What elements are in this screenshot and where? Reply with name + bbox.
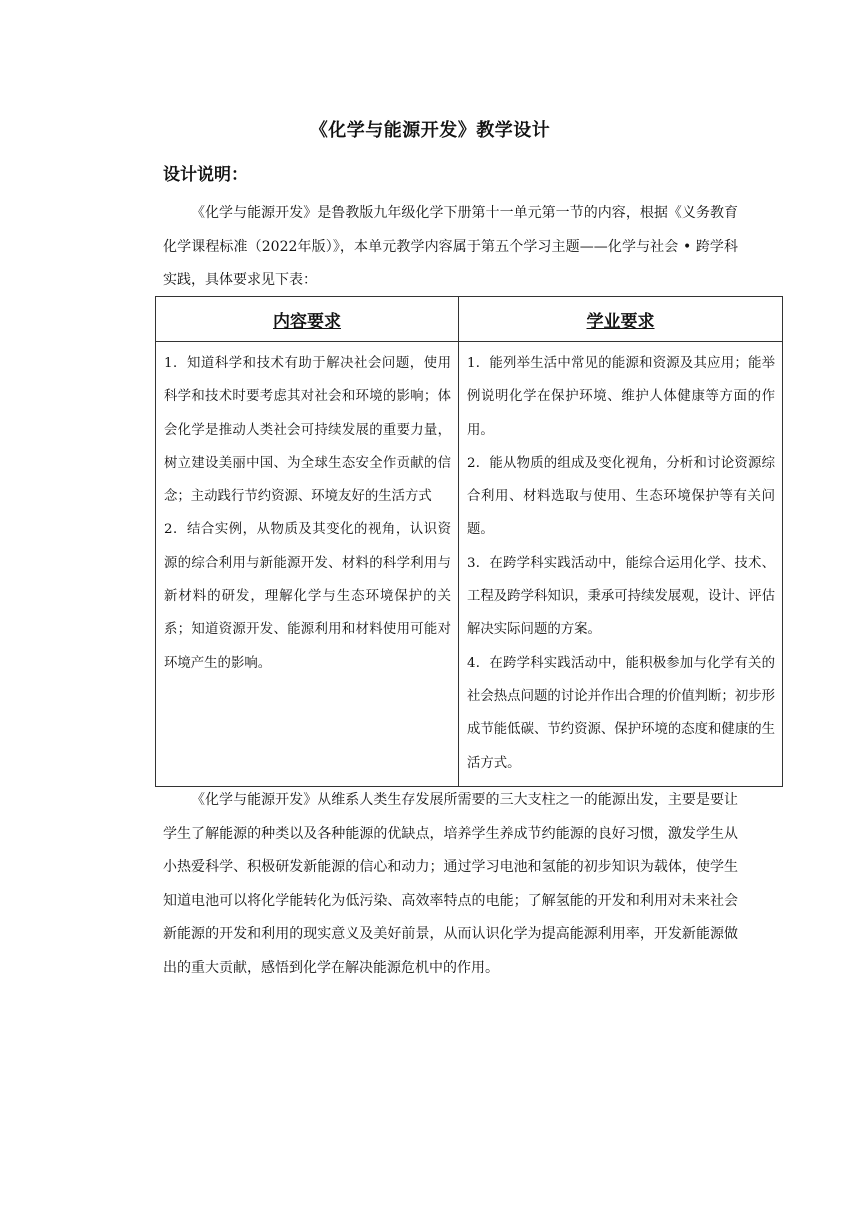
content-requirement-item: 2．结合实例，从物质及其变化的视角，认识资源的综合利用与新能源开发、材料的科学利用与新材料的研发，理解化学与生态环境保护的关系；知道资源开发、能源利用和材料使用可能对环境产生的影响。	[164, 522, 451, 671]
academic-requirement-item: 2．能从物质的组成及变化视角，分析和讨论资源综合利用、材料选取与使用、生态环境保护等有关问题。	[467, 455, 775, 538]
document-title: 《化学与能源开发》教学设计	[309, 120, 551, 141]
header-content-requirements: 内容要求	[156, 297, 459, 342]
requirements-table	[155, 296, 783, 787]
academic-requirements-cell	[459, 342, 783, 787]
academic-requirement-item: 1．能列举生活中常见的能源和资源及其应用；能举例说明化学在保护环境、维护人体健康等方面的作用。	[467, 356, 775, 438]
content-requirements-cell	[156, 342, 459, 787]
academic-requirement-item: 4．在跨学科实践活动中，能积极参加与化学有关的社会热点问题的讨论并作出合理的价值判断；初步形成节能低碳、节约资源、保护环境的态度和健康的生活方式。	[467, 655, 775, 771]
section-heading: 设计说明：	[163, 165, 248, 185]
closing-paragraph: 《化学与能源开发》从维系人类生存发展所需要的三大支柱之一的能源出发，主要是要让学生了解能源的种类以及各种能源的优缺点，培养学生养成节约能源的良好习惯，激发学生从小热爱科学、积极研发新能源的信心和动力；通过学习电池和氢能的初步知识为载体，使学生知道电池可以将化学能转化为低污染、高效率特点的电能；了解氢能的开发和利用对未来社会新能源的开发和利用的现实意义及美好前景，从而认识化学为提高能源利用率，开发新能源做出的重大贡献，感悟到化学在解决能源危机中的作用。	[163, 792, 738, 976]
academic-requirement-item: 3．在跨学科实践活动中，能综合运用化学、技术、工程及跨学科知识，秉承可持续发展观，设计、评估解决实际问题的方案。	[467, 555, 775, 638]
header-academic-requirements: 学业要求	[459, 297, 783, 342]
intro-paragraph: 《化学与能源开发》是鲁教版九年级化学下册第十一单元第一节的内容，根据《义务教育化学课程标准（2022年版）》，本单元教学内容属于第五个学习主题——化学与社会 • 跨学科实践，具体要求见下表：	[163, 205, 738, 289]
content-requirement-item: 1．知道科学和技术有助于解决社会问题，使用科学和技术时要考虑其对社会和环境的影响；体会化学是推动人类社会可持续发展的重要力量，树立建设美丽中国、为全球生态安全作贡献的信念；主动践行节约资源、环境友好的生活方式	[164, 356, 451, 505]
